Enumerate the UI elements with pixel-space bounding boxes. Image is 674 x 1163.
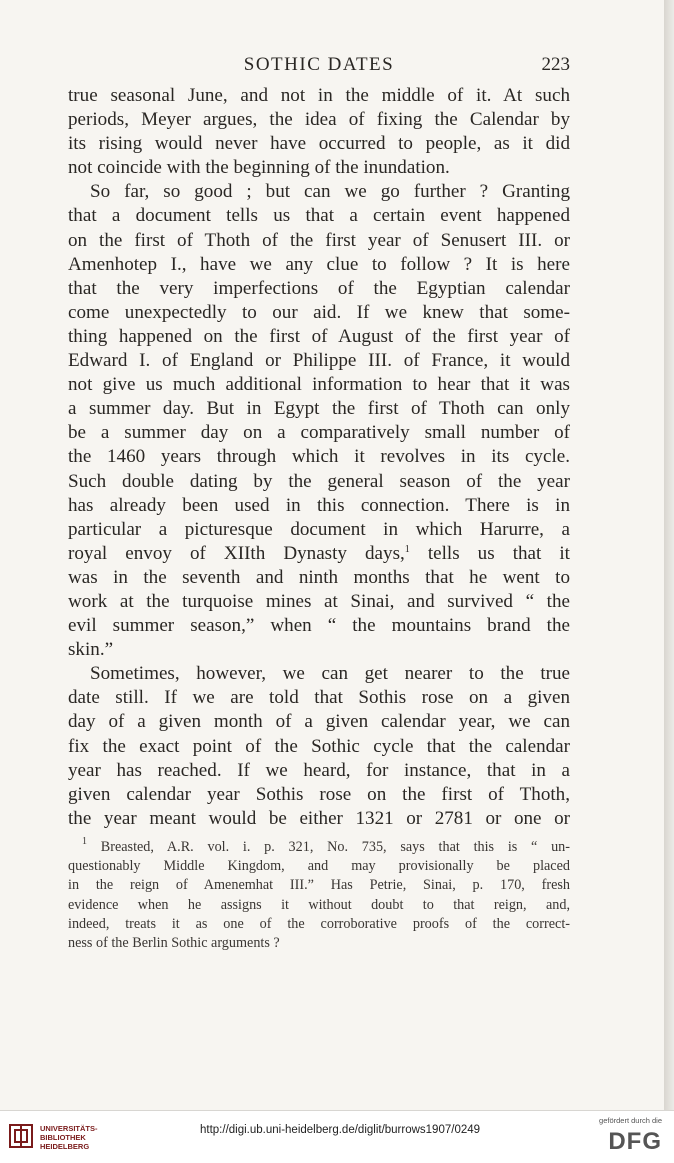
library-name-line: UNIVERSITÄTS- xyxy=(40,1124,98,1133)
text-line: be a summer day on a comparatively small number of xyxy=(68,422,570,444)
text-line: fix the exact point of the Sothic cycle that the calendar xyxy=(68,735,570,757)
library-name-line: HEIDELBERG xyxy=(40,1142,90,1151)
text-line: Amenhotep I., have we any clue to follow ? It is here xyxy=(68,253,570,275)
text-line: Such double dating by the general season of the year xyxy=(68,470,570,492)
text-line: that a document tells us that a certain event happened xyxy=(68,205,570,227)
footnote-reference: 1 xyxy=(404,543,410,555)
text-line: on the first of Thoth of the first year of Senusert III. or xyxy=(68,229,570,251)
text-line: its rising would never have occurred to people, as it did xyxy=(68,133,570,155)
footnote-text: Breasted, A.R. vol. i. p. 321, No. 735, says that this is “ un- xyxy=(100,839,571,855)
text-line: year has reached. If we heard, for instance, that in a xyxy=(68,759,570,781)
text-line-with-footnote xyxy=(68,542,570,566)
footnote-line: ness of the Berlin Sothic arguments ? xyxy=(68,934,280,951)
text-line: come unexpectedly to our aid. If we knew that some- xyxy=(68,301,570,323)
text-line: Edward I. of England or Philippe III. of France, it would xyxy=(68,350,570,372)
text-line: has already been used in this connection. There is in xyxy=(68,494,570,516)
footnotes xyxy=(68,838,570,953)
text-fragment: tells us that it xyxy=(409,542,570,564)
text-line: the year meant would be either 1321 or 2781 or one or xyxy=(68,807,570,829)
text-line: particular a picturesque document in which Harurre, a xyxy=(68,518,570,540)
running-title: SOTHIC DATES xyxy=(243,54,395,75)
text-line: day of a given month of a given calendar year, we can xyxy=(68,711,570,733)
text-line: was in the seventh and ninth months that he went to xyxy=(68,566,570,588)
text-line: date still. If we are told that Sothis rose on a given xyxy=(68,687,570,709)
footnote-line: in the reign of Amenemhat III.” Has Petrie, Sinai, p. 170, fresh xyxy=(68,877,570,894)
text-line: not give us much additional information to hear that it was xyxy=(68,374,570,396)
digitization-footer xyxy=(0,1110,674,1163)
library-name-line: BIBLIOTHEK xyxy=(40,1133,86,1142)
footnote-line: indeed, treats it as one of the corroborative proofs of the correct- xyxy=(68,915,570,932)
library-name xyxy=(40,1124,98,1151)
body-text xyxy=(68,84,570,831)
funder-note: gefördert durch die xyxy=(599,1116,662,1125)
page-header xyxy=(68,52,570,80)
dfg-logo: DFG xyxy=(608,1128,662,1155)
text-line: that the very imperfections of the Egyptian calendar xyxy=(68,277,570,299)
text-line: true seasonal June, and not in the middle of it. At such xyxy=(68,85,570,106)
text-fragment: royal envoy of XIIth Dynasty days, xyxy=(68,542,405,564)
footnote-line xyxy=(68,838,570,857)
text-line: given calendar year Sothis rose on the first of Thoth, xyxy=(68,783,570,805)
footnote-line: questionably Middle Kingdom, and may provisionally be placed xyxy=(68,858,570,875)
text-line: work at the turquoise mines at Sinai, and survived “ the xyxy=(68,590,570,612)
text-line: periods, Meyer argues, the idea of fixing the Calendar by xyxy=(68,109,570,131)
text-line: the 1460 years through which it revolves in its cycle. xyxy=(68,446,570,468)
text-line: evil summer season,” when “ the mountains brand the xyxy=(68,615,570,637)
text-line: skin.” xyxy=(68,639,114,661)
text-line: not coincide with the beginning of the inundation. xyxy=(68,157,450,179)
text-line: So far, so good ; but can we go further ? Granting xyxy=(90,181,570,203)
text-line: a summer day. But in Egypt the first of Thoth can only xyxy=(68,398,570,420)
page-edge xyxy=(664,0,674,1110)
footnote-line: evidence when he assigns it without doubt to that reign, and, xyxy=(68,896,570,913)
text-line: thing happened on the first of August of the first year of xyxy=(68,325,570,347)
university-library-logo-icon xyxy=(6,1121,36,1151)
text-line: Sometimes, however, we can get nearer to the true xyxy=(90,663,570,685)
source-url-link[interactable]: http://digi.ub.uni-heidelberg.de/diglit/burrows1907/0249 xyxy=(200,1124,481,1136)
footnote-marker: 1 xyxy=(82,836,87,847)
page-number: 223 xyxy=(541,54,570,75)
